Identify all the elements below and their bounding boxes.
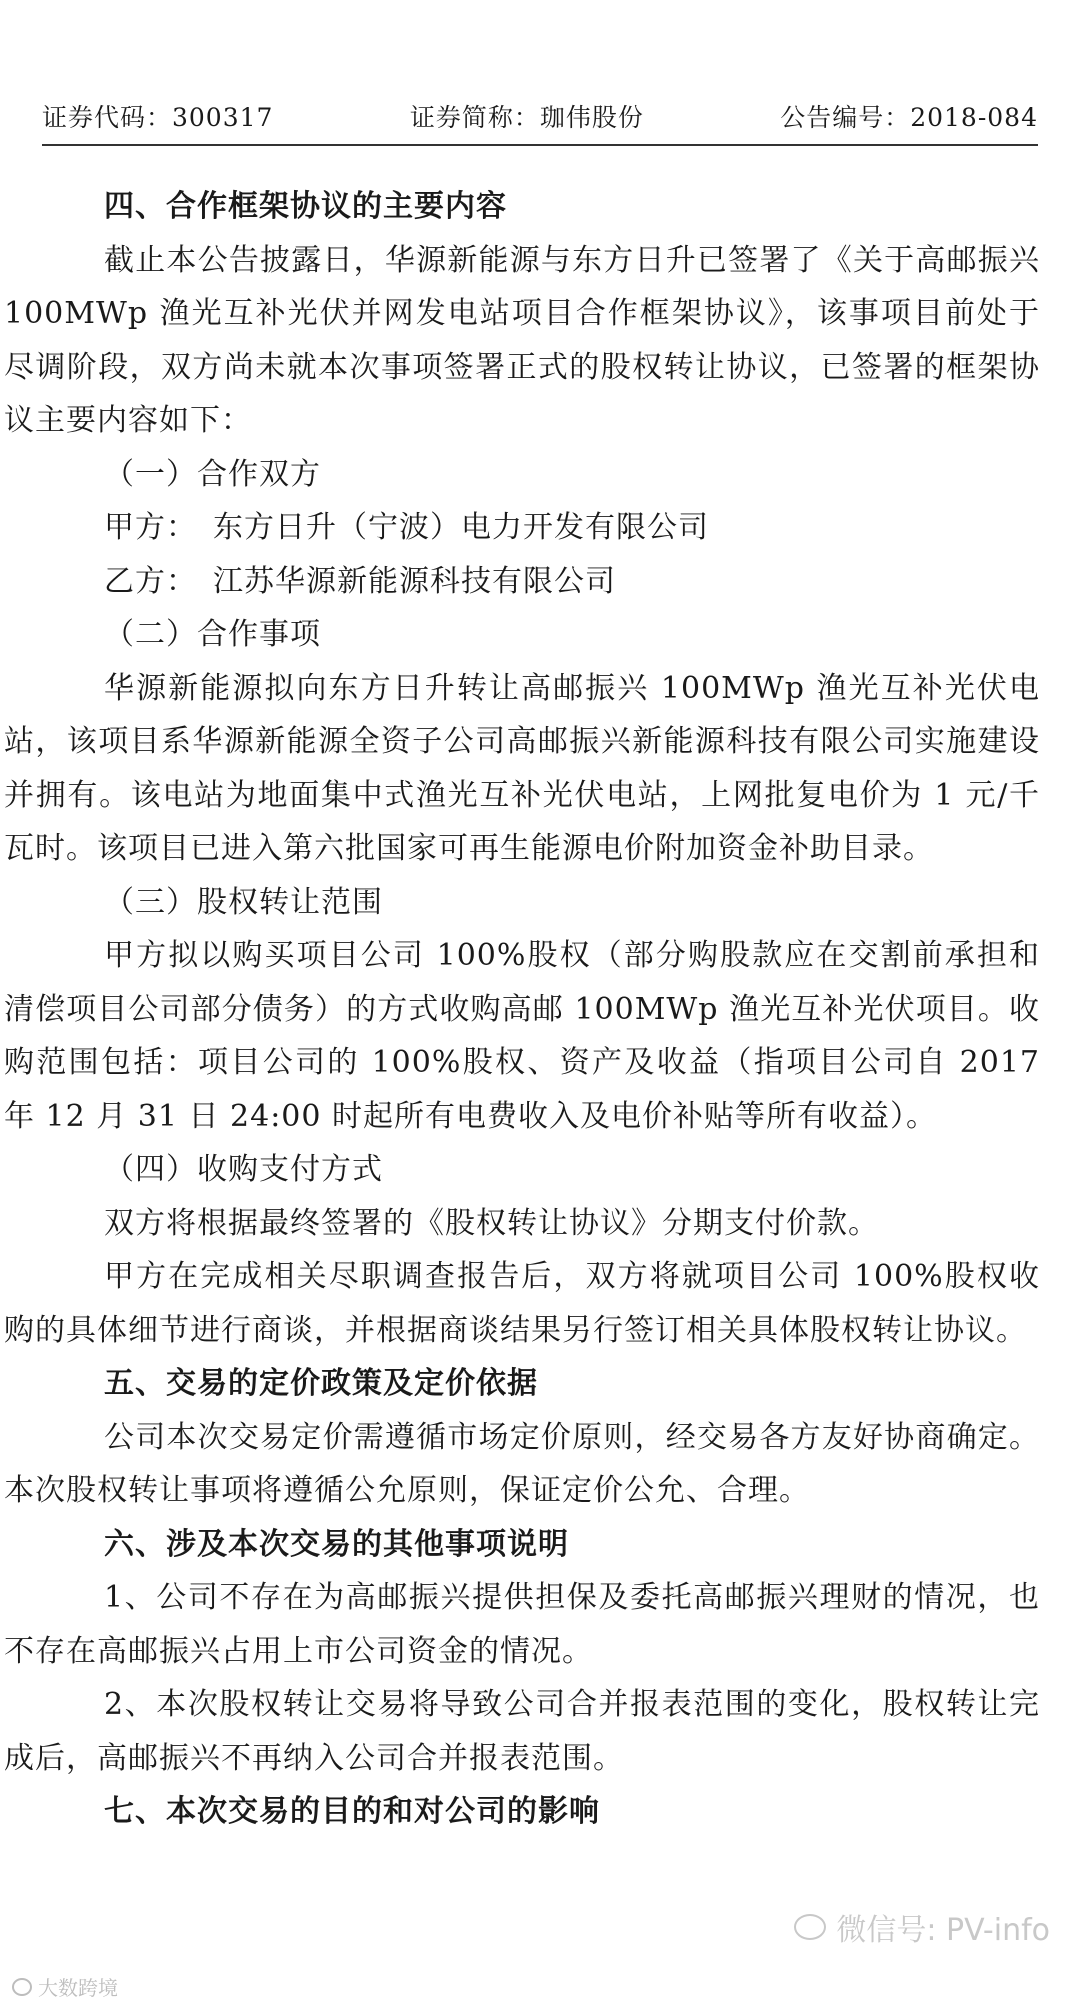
section-4-4-title: （四）收购支付方式 bbox=[104, 1152, 383, 1187]
section-4-2-title: （二）合作事项 bbox=[104, 617, 321, 652]
source-watermark bbox=[12, 1972, 118, 2001]
section-4-1-title: （一）合作双方 bbox=[104, 456, 321, 492]
document-body bbox=[4, 180, 1040, 1839]
wechat-icon bbox=[794, 1914, 826, 1940]
section-5-paragraph: 公司本次交易定价需遵循市场定价原则，经交易各方友好协商确定。本次股权转让事项将遵循公允原则，保证定价公允、合理。 bbox=[4, 1419, 1040, 1508]
section-7-title: 七、本次交易的目的和对公司的影响 bbox=[104, 1794, 600, 1829]
section-6-title: 六、涉及本次交易的其他事项说明 bbox=[104, 1526, 569, 1562]
section-4-4-paragraph-2: 甲方在完成相关尽职调查报告后，双方将就项目公司 100%股权收购的具体细节进行商谈，并根据商谈结果另行签订相关具体股权转让协议。 bbox=[4, 1259, 1040, 1348]
document-header bbox=[42, 98, 1038, 146]
section-4-2-paragraph: 华源新能源拟向东方日升转让高邮振兴 100MWp 渔光互补光伏电站，该项目系华源新能源全资子公司高邮振兴新能源科技有限公司实施建设并拥有。该电站为地面集中式渔光互补光伏电站，上网批复电价为 1 元/千瓦时。该项目已进入第六批国家可再生能源电价附加资金补助目录。 bbox=[4, 670, 1040, 866]
section-4-paragraph: 截止本公告披露日，华源新能源与东方日升已签署了《关于高邮振兴 100MWp 渔光互补光伏并网发电站项目合作框架协议》，该事项目前处于尽调阶段，双方尚未就本次事项签署正式的股权转让协议，已签署的框架协议主要内容如下： bbox=[4, 242, 1040, 438]
party-b: 乙方： 江苏华源新能源科技有限公司 bbox=[104, 563, 616, 599]
source-watermark-text: 大数跨境 bbox=[38, 1976, 118, 2000]
stock-short-name: 证券简称：珈伟股份 bbox=[409, 103, 644, 132]
section-4-4-paragraph-1: 双方将根据最终签署的《股权转让协议》分期支付价款。 bbox=[104, 1205, 879, 1241]
section-6-item-2: 2、本次股权转让交易将导致公司合并报表范围的变化，股权转让完成后，高邮振兴不再纳入公司合并报表范围。 bbox=[4, 1687, 1040, 1776]
notice-number: 公告编号：2018-084 bbox=[780, 103, 1038, 132]
section-4-3-title: （三）股权转让范围 bbox=[104, 884, 383, 920]
wechat-watermark bbox=[794, 1905, 1050, 1949]
section-4-3-paragraph: 甲方拟以购买项目公司 100%股权（部分购股款应在交割前承担和清偿项目公司部分债务）的方式收购高邮 100MWp 渔光互补光伏项目。收购范围包括：项目公司的 100%股权、资产及收益（指项目公司自 2017 年 12 月 31 日 24:00 时起所有电费收入及电价补贴等所有收益）。 bbox=[4, 938, 1040, 1134]
wechat-watermark-text: 微信号: PV-info bbox=[836, 1913, 1050, 1948]
section-4-title: 四、合作框架协议的主要内容 bbox=[104, 189, 507, 224]
section-6-item-1: 1、公司不存在为高邮振兴提供担保及委托高邮振兴理财的情况，也不存在高邮振兴占用上市公司资金的情况。 bbox=[4, 1580, 1040, 1669]
stock-code: 证券代码：300317 bbox=[42, 103, 274, 132]
chat-bubble-icon bbox=[12, 1978, 32, 1996]
section-5-title: 五、交易的定价政策及定价依据 bbox=[104, 1366, 538, 1401]
party-a: 甲方： 东方日升（宁波）电力开发有限公司 bbox=[104, 510, 709, 545]
